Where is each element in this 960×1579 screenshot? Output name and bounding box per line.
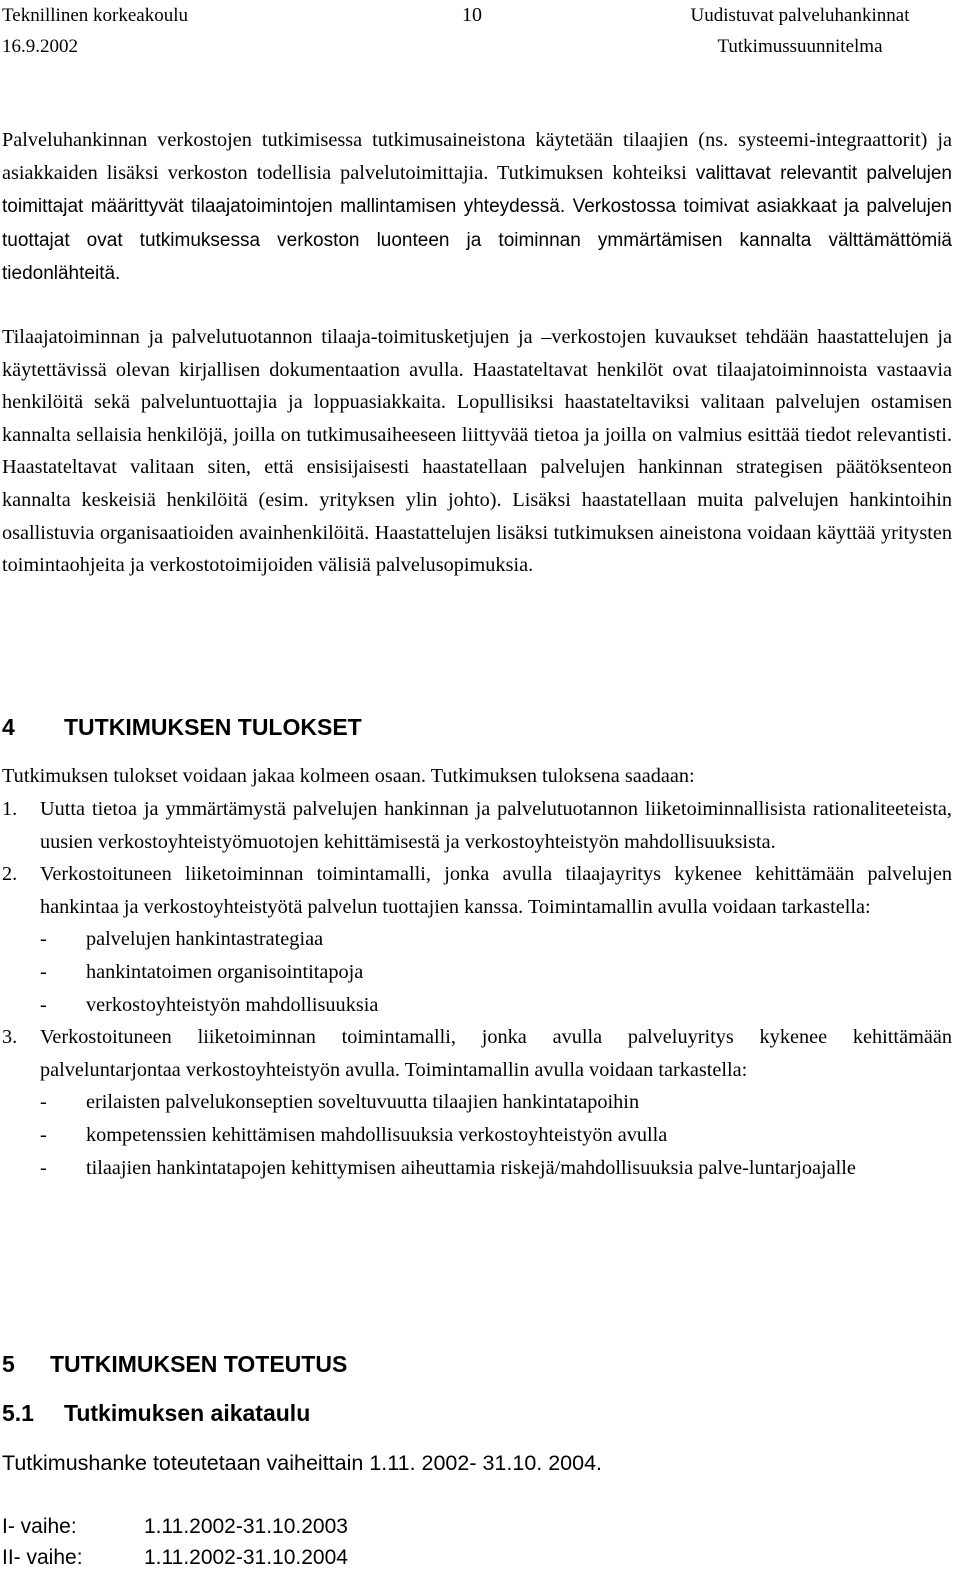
intro-paragraph-1-sans: valittavat relevantit palvelujen toimittajat määrittyvät tilaajatoimintojen mallintamisen yhteydessä. Verkostossa toimivat asiakkaat ja palvelujen tuottajat ovat tutkimuksessa verkoston luonteen ja toiminnan ymmärtämisen kannalta välttämättömiä tiedonlähteitä. [2,162,952,285]
section-5-1-number: 5.1 [2,1400,34,1426]
schedule-intro: Tutkimushanke toteutetaan vaiheittain 1.11. 2002- 31.10. 2004. [2,1451,603,1475]
results-item-2 [2,858,952,1021]
sublist-item-text: verkostoyhteistyön mahdollisuuksia [86,993,379,1016]
section-5-number: 5 [2,1351,15,1377]
sublist-item-text: erilaisten palvelukonseptien soveltuvuutta tilaajien hankintatapoihin [86,1091,640,1114]
section-5-heading [2,1349,347,1379]
intro-paragraph-1-serif: Palveluhankinnan verkostojen tutkimisessa tutkimusaineistona käytetään tilaajien (ns. systeemi-integraattorit) ja asiakkaiden lisäksi verkoston todellisia palvelutoimittajia. Tutkimuksen kohteiksi [2,129,952,184]
phase-label: I- vaihe: [2,1515,77,1538]
sublist-item [40,923,952,956]
sublist-item [40,1119,952,1152]
sublist-item [40,1152,952,1185]
results-list [2,793,952,1184]
results-item-text: Verkostoituneen liiketoiminnan toimintamalli, jonka avulla tilaajayritys kykenee kehittämään palvelujen hankintaa ja verkostoyhteistyötä palvelun tuottajien kanssa. Toimintamallin avulla voidaan tarkastella: [40,863,952,918]
intro-paragraph-2: Tilaajatoiminnan ja palvelutuotannon tilaaja-toimitusketjujen ja –verkostojen kuvaukset tehdään haastattelujen ja käytettävissä olevan kirjallisen dokumentaation avulla. Haastateltavat henkilöt ovat tilaajatoiminnoista vastaavia henkilöitä sekä palveluntuottajia ja loppuasiakkaita. Lopullisiksi haastateltaviksi valitaan palvelujen ostamisen kannalta sellaisia henkilöjä, joilla on tutkimusaiheeseen liittyvää tietoa ja joilla on valmius esittää tiedot relevantisti. Haastateltavat valitaan siten, että ensisijaisesti haastatellaan palvelujen hankinnan strategisen päätöksenteon kannalta keskeisiä henkilöitä (esim. yrityksen ylin johto). Lisäksi haastatellaan muita palvelujen hankintoihin osallistuvia organisaatioiden avainhenkilöitä. Haastattelujen lisäksi tutkimuksen aineistona voidaan käyttää yritysten toimintaohjeita ja verkostotoimijoiden välisiä palvelusopimuksia. [2,326,952,577]
results-item-3-sublist [40,1086,952,1184]
sublist-item [40,1086,952,1119]
dash-bullet: - [40,960,47,983]
dash-bullet: - [40,1123,47,1146]
section-4-title: TUTKIMUKSEN TULOKSET [64,714,362,740]
document-type: Tutkimussuunnitelma [717,36,883,57]
dash-bullet: - [40,993,47,1016]
phase-dates: 1.11.2002-31.10.2003 [144,1515,348,1538]
phase-row-1 [2,1512,348,1542]
dash-bullet: - [40,1091,47,1114]
sublist-item-text: tilaajien hankintatapojen kehittymisen aiheuttamia riskejä/mahdollisuuksia palve-luntarjoajalle [86,1156,856,1179]
sublist-item-text: kompetenssien kehittämisen mahdollisuuksia verkostoyhteistyön avulla [86,1123,668,1146]
results-item-marker: 3. [2,1026,18,1049]
sublist-item [40,989,952,1022]
sublist-item-text: palvelujen hankintastrategiaa [86,928,324,951]
sublist-item [40,956,952,989]
results-item-marker: 2. [2,863,18,886]
document-date: 16.9.2002 [2,36,78,57]
results-item-3 [2,1021,952,1184]
section-5-1-title: Tutkimuksen aikataulu [64,1400,311,1426]
section-4-heading [2,712,362,742]
sublist-item-text: hankintatoimen organisointitapoja [86,960,364,983]
intro-paragraph-1 [2,124,952,291]
institution-name: Teknillinen korkeakoulu [2,5,188,26]
results-item-1 [2,793,952,858]
header-right [660,0,940,62]
phase-label: II- vaihe: [2,1546,83,1569]
section-5-title: TUTKIMUKSEN TOTEUTUS [50,1351,348,1377]
section-4-number: 4 [2,714,15,740]
project-title: Uudistuvat palveluhankinnat [690,5,910,26]
results-item-2-sublist [40,923,952,1021]
results-item-marker: 1. [2,798,18,820]
dash-bullet: - [40,928,47,951]
results-item-text: Verkostoituneen liiketoiminnan toimintamalli, jonka avulla palveluyritys kykenee kehittämään palveluntarjontaa verkostoyhteistyön avulla. Toimintamallin avulla voidaan tarkastella: [40,1026,952,1081]
phase-dates: 1.11.2002-31.10.2004 [144,1546,348,1569]
results-item-text: Uutta tietoa ja ymmärtämystä palvelujen hankinnan ja palvelutuotannon liiketoiminnallisista rationaliteeteista, uusien verkostoyhteistyömuotojen kehittämisestä ja verkostoyhteistyön mahdollisuuksista. [40,798,952,853]
page-number: 10 [462,4,482,26]
header-left [2,0,188,62]
dash-bullet: - [40,1156,47,1179]
phase-row-2 [2,1543,348,1573]
section-4-intro: Tutkimuksen tulokset voidaan jakaa kolmeen osaan. Tutkimuksen tuloksena saadaan: [2,765,695,787]
section-5-1-heading [2,1398,310,1428]
